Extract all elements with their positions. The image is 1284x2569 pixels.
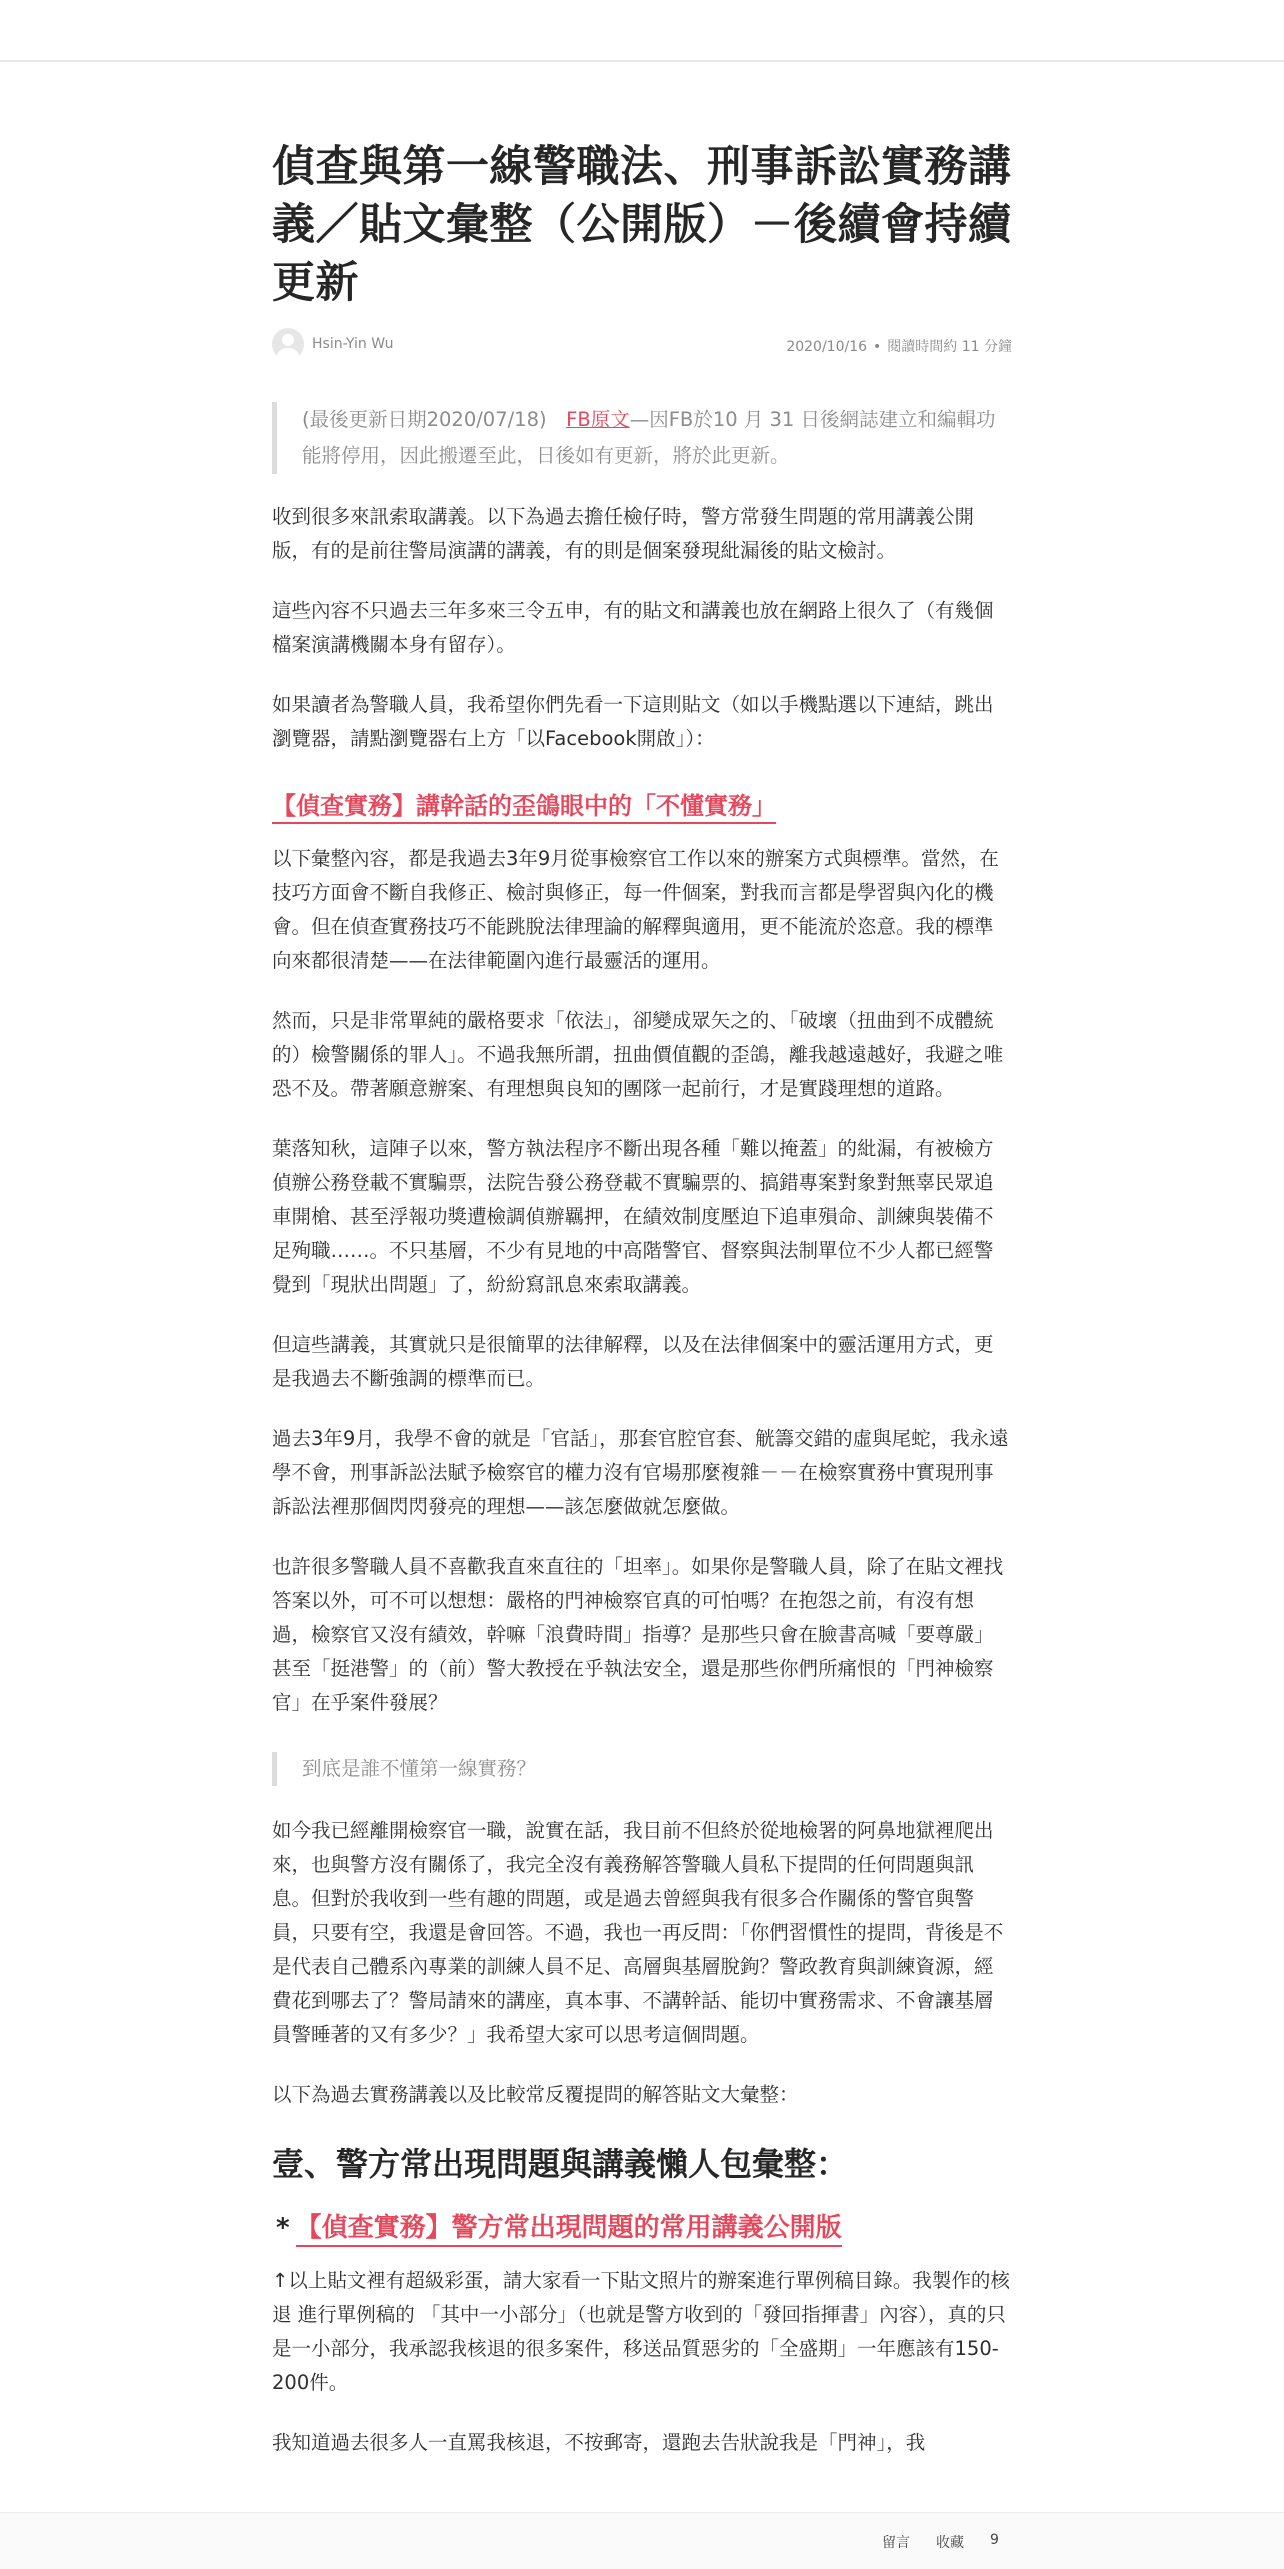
article [272,138,1012,2460]
save-button[interactable]: 收藏 [936,2535,964,2551]
paragraph-13: 我知道過去很多人一直罵我核退，不按郵寄，還跑去告狀說我是「門神」，我 [272,2431,926,2454]
paragraph-9: 也許很多警職人員不喜歡我直來直往的「坦率」。如果你是警職人員，除了在貼文裡找答案以外，可不可以想想：嚴格的門神檢察官真的可怕嗎？在抱怨之前，有沒有想過，檢察官又沒有績效，幹嘛「浪費時間」指導？是那些只會在臉書高喊「要尊嚴」甚至「挺港警」的（前）警大教授在乎執法安全，還是那些你們所痛恨的「門神檢察官」在乎案件發展？ [272,1555,1004,1714]
update-note-suffix: —因FB於10 月 31 日後網誌建立和編輯功能將停用，因此搬遷至此，日後如有更新，將於此更新。 [302,408,996,467]
paragraph-6: 葉落知秋，這陣子以來，警方執法程序不斷出現各種「難以掩蓋」的紕漏，有被檢方偵辦公務登載不實騙票，法院告發公務登載不實騙票的、搞錯專案對象對無辜民眾追車開槍、甚至浮報功獎遭檢調偵辦羈押，在績效制度壓迫下追車殞命、訓練與裝備不足殉職……。不只基層，不少有見地的中高階警官、督察與法制單位不少人都已經警覺到「現狀出問題」了，紛紛寫訊息來索取講義。 [272,1137,994,1296]
linked-post-heading [272,788,1012,824]
paragraph-7: 但這些講義，其實就只是很簡單的法律解釋，以及在法律個案中的靈活運用方式，更是我過去不斷強調的標準而已。 [272,1333,994,1390]
paragraph-3: 如果讀者為警職人員，我希望你們先看一下這則貼文（如以手機點選以下連結，跳出瀏覽器，請點瀏覽器右上方「以Facebook開啟」）： [272,693,994,750]
article-title: 偵查與第一線警職法、刑事訴訟實務講義／貼文彙整（公開版）－後續會持續更新 [272,142,1012,308]
bottom-action-bar [0,2512,1284,2569]
bullet-link-heading [272,2208,1012,2248]
publish-date: 2020/10/16 [786,339,868,355]
bottom-fade [0,2490,1284,2514]
bullet-post-link[interactable]: 【偵查實務】警方常出現問題的常用講義公開版 [296,2213,842,2247]
like-count[interactable]: 9 [990,2532,999,2548]
paragraph-8: 過去3年9月，我學不會的就是「官話」，那套官腔官套、觥籌交錯的虛與尾蛇，我永遠學不會，刑事訴訟法賦予檢察官的權力沒有官場那麼複雜－－在檢察實務中實現刑事訴訟法裡那個閃閃發亮的理想——該怎麼做就怎麼做。 [272,1427,1009,1518]
fb-original-link[interactable]: FB原文 [566,408,630,431]
paragraph-5: 然而，只是非常單純的嚴格要求「依法」，卻變成眾矢之的、「破壞（扭曲到不成體統的）檢警關係的罪人」。不過我無所謂，扭曲價值觀的歪鴿，離我越遠越好，我避之唯恐不及。帶著願意辦案、有理想與良知的團隊一起前行，才是實踐理想的道路。 [272,1009,1004,1100]
update-note-quote [272,402,1012,474]
top-navigation-bar [0,0,1284,62]
paragraph-4: 以下彙整內容，都是我過去3年9月從事檢察官工作以來的辦案方式與標準。當然，在技巧方面會不斷自我修正、檢討與修正，每一件個案，對我而言都是學習與內化的機會。但在偵查實務技巧不能跳脫法律理論的解釋與適用，更不能流於恣意。我的標準向來都很清楚——在法律範圍內進行最靈活的運用。 [272,847,999,972]
update-note-prefix: (最後更新日期2020/07/18) [302,408,567,431]
paragraph-10: 如今我已經離開檢察官一職，說實在話，我目前不但終於從地檢署的阿鼻地獄裡爬出來，也與警方沒有關係了，我完全沒有義務解答警職人員私下提問的任何問題與訊息。但對於我收到一些有趣的問題，或是過去曾經與我有很多合作關係的警官與警員，只要有空，我還是會回答。不過，我也一再反問：「你們習慣性的提問，背後是不是代表自己體系內專業的訓練人員不足、高層與基層脫鉤？警政教育與訓練資源，經費花到哪去了？警局請來的講座，真本事、不講幹話、能切中實務需求、不會讓基層員警睡著的又有多少？」我希望大家可以思考這個問題。 [272,1819,1004,2046]
paragraph-2: 這些內容不只過去三年多來三令五申，有的貼文和講義也放在網路上很久了（有幾個檔案演講機關本身有留存）。 [272,599,994,656]
paragraph-1: 收到很多來訊索取講義。以下為過去擔任檢仔時，警方常發生問題的常用講義公開版，有的是前往警局演講的講義，有的則是個案發現紕漏後的貼文檢討。 [272,505,975,562]
author-name[interactable]: Hsin-Yin Wu [312,336,394,352]
separator-dot: • [873,339,882,355]
date-info [786,336,1012,356]
blockquote-question: 到底是誰不懂第一線實務？ [272,1752,1012,1786]
section-heading: 壹、警方常出現問題與講義懶人包彙整： [272,2145,849,2183]
paragraph-12: ↑以上貼文裡有超級彩蛋，請大家看一下貼文照片的辦案進行單例稿目錄。我製作的核退 進行單例稿的 「其中一小部分」（也就是警方收到的「發回指揮書」內容），真的只是一小部分，我承認我核退的很多案件，移送品質惡劣的「全盛期」一年應該有150-200件。 [272,2269,1010,2394]
author-avatar-icon[interactable] [272,328,304,360]
linked-post-link[interactable]: 【偵查實務】講幹話的歪鴿眼中的「不懂實務」 [272,792,776,824]
paragraph-11: 以下為過去實務講義以及比較常反覆提問的解答貼文大彙整： [272,2083,799,2106]
article-meta [272,328,1012,362]
read-time: 閱讀時間約 11 分鐘 [887,339,1012,355]
bullet-star: * [276,2213,290,2243]
comment-button[interactable]: 留言 [882,2535,910,2551]
